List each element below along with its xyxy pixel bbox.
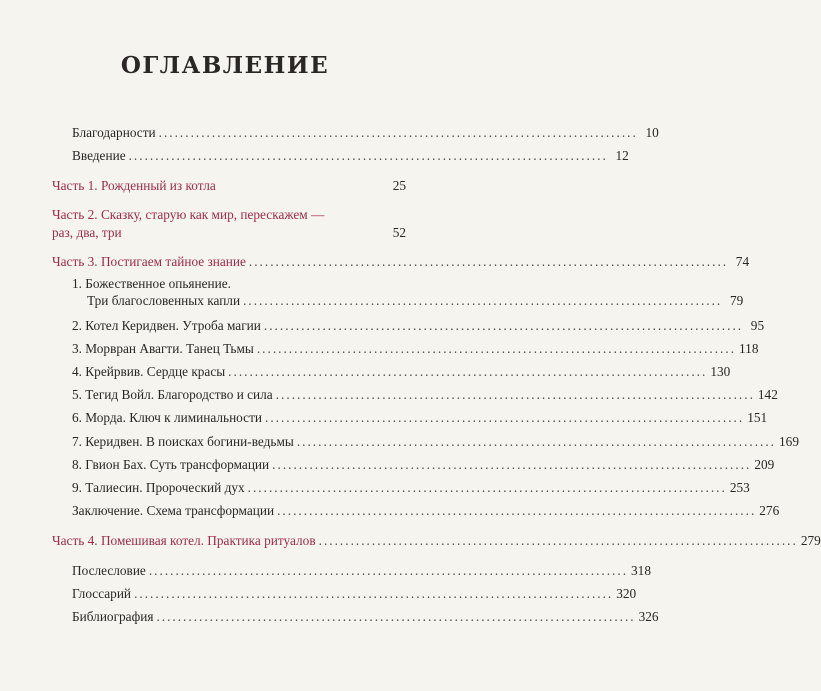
entry-page: 95 [750, 318, 765, 333]
entry-page: 253 [729, 480, 750, 495]
entry-label: Часть 3. Постигаем тайное знание [52, 254, 246, 269]
entry-label: Введение [72, 148, 126, 163]
entry-label: 3. Морвран Авагти. Танец Тьмы [72, 341, 254, 356]
entry-label: 5. Тегид Войл. Благородство и сила [72, 387, 273, 402]
leader-dots: .......................................................................................... [247, 480, 727, 495]
leader-dots: .......................................................................................... [275, 387, 755, 402]
entry-page: 151 [747, 410, 768, 425]
entry-label: 8. Гвион Бах. Суть трансформации [72, 457, 270, 472]
leader-dots: .......................................................................................... [265, 410, 745, 425]
entry-page: 52 [392, 225, 406, 240]
leader-dots: .......................................................................................... [272, 457, 752, 472]
entry-continuation: Три благословенных капли [87, 293, 241, 308]
entry-page: 79 [729, 293, 744, 308]
leader-dots: .......................................................................................... [248, 254, 729, 269]
leader-dots: .......................................................................................... [277, 503, 757, 518]
entry-page: 276 [759, 503, 780, 518]
entry-label: 2. Котел Керидвен. Утроба магии [72, 318, 261, 333]
leader-dots: .......................................................................................... [228, 364, 708, 379]
entry-label: 9. Талиесин. Пророческий дух [72, 480, 245, 495]
entry-label: Благодарности [72, 125, 156, 140]
leader-space [125, 224, 385, 241]
entry-page: 318 [631, 563, 651, 578]
leader-dots: .......................................................................................... [243, 293, 723, 308]
entry-page: 320 [616, 586, 637, 601]
entry-page: 10 [645, 125, 659, 140]
entry-page: 130 [710, 364, 731, 379]
entry-page: 209 [754, 457, 775, 472]
entry-page: 326 [638, 609, 659, 624]
entry-label: Глоссарий [72, 586, 132, 601]
leader-dots: .......................................................................................... [134, 586, 614, 601]
entry-label: 4. Крейрвив. Сердце красы [72, 364, 226, 379]
entry-label: Часть 2. Сказку, старую как мир, перескажем — [52, 207, 325, 222]
leader-dots: .......................................................................................... [148, 563, 629, 578]
leader-dots: .......................................................................................... [156, 609, 636, 624]
entry-label: 7. Керидвен. В поисках богини-ведьмы [72, 434, 294, 449]
entry-label: 1. Божественное опьянение. [72, 276, 231, 291]
entry-page: 169 [779, 434, 799, 449]
entry-label: Послесловие [72, 563, 146, 578]
entry-page: 12 [615, 148, 629, 163]
entry-page: 279 [800, 533, 821, 548]
leader-dots: .......................................................................................... [263, 318, 744, 333]
entry-page: 118 [739, 341, 759, 356]
leader-dots: .......................................................................................... [256, 341, 737, 356]
entry-label: Часть 1. Рожденный из котла [52, 178, 216, 193]
entry-label: Заключение. Схема трансформации [72, 503, 275, 518]
entry-page: 142 [757, 387, 778, 402]
entry-page: 74 [735, 254, 750, 269]
leader-dots: .......................................................................................... [296, 434, 777, 449]
entry-page: 25 [392, 178, 406, 193]
entry-continuation: раз, два, три [52, 225, 122, 240]
leader-dots: .......................................................................................... [318, 533, 798, 548]
page-title: ОГЛАВЛЕНИЕ [120, 52, 330, 79]
leader-space [219, 177, 385, 194]
leader-dots: .......................................................................................... [128, 148, 608, 163]
entry-label: Часть 4. Помешивая котел. Практика ритуалов [52, 533, 316, 548]
entry-label: 6. Морда. Ключ к лиминальности [72, 410, 262, 425]
leader-dots: .......................................................................................... [158, 125, 638, 140]
entry-label: Библиография [72, 609, 154, 624]
